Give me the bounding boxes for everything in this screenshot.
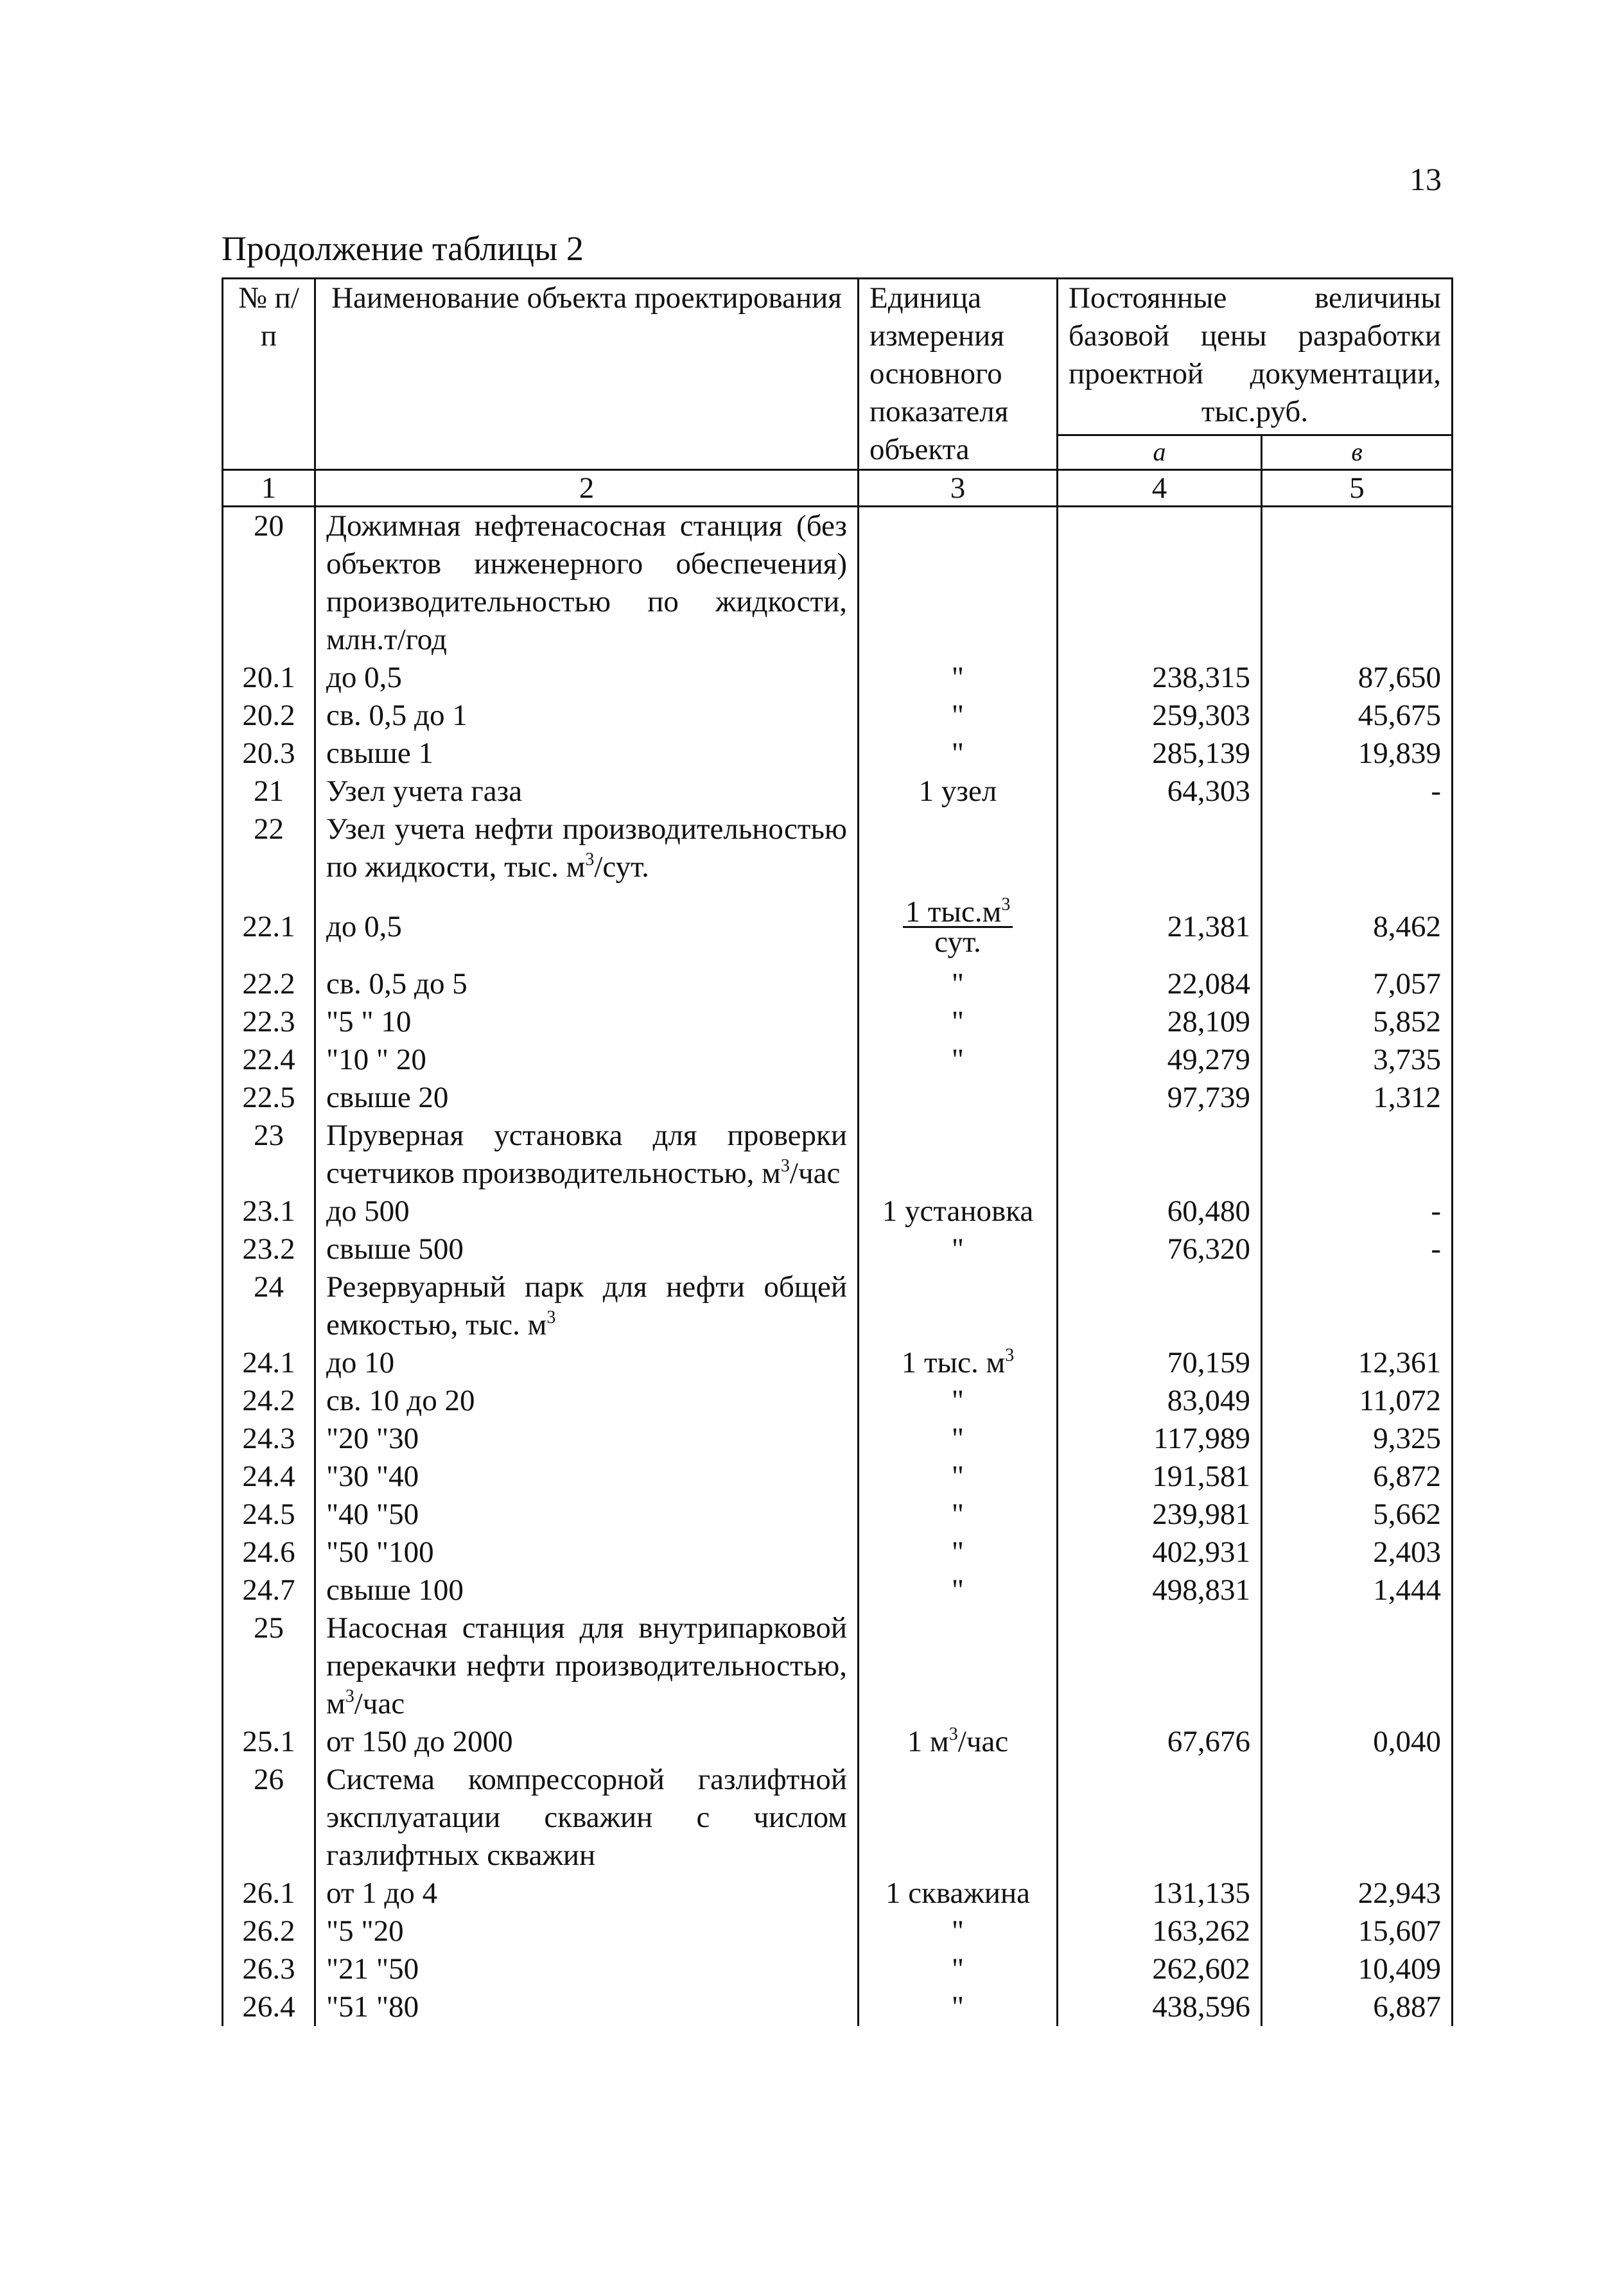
row-value-b	[1262, 1117, 1453, 1193]
row-unit-text: 1 скважина	[885, 1876, 1031, 1910]
row-number: 26.1	[223, 1875, 315, 1912]
row-number: 25.1	[223, 1723, 315, 1761]
column-number-5: 5	[1262, 470, 1453, 507]
row-value-a: 97,739	[1058, 1079, 1262, 1117]
row-number: 20.3	[223, 735, 315, 773]
table-row	[223, 1193, 1453, 1230]
row-number: 24.3	[223, 1420, 315, 1458]
row-value-b: 7,057	[1262, 965, 1453, 1003]
row-unit-text: "	[951, 737, 965, 770]
table-row	[223, 1003, 1453, 1041]
row-name-text: свыше 1	[326, 737, 433, 770]
unit-numerator	[903, 895, 1013, 929]
row-name-tail: /час	[789, 1157, 841, 1190]
row-unit-text: "	[951, 1498, 965, 1531]
row-object-name	[315, 1458, 859, 1496]
row-name-tail: /сут.	[594, 850, 649, 884]
table-row	[223, 773, 1453, 810]
row-object-name	[315, 773, 859, 810]
row-unit-text: 1 м	[907, 1725, 949, 1758]
row-unit	[859, 1344, 1058, 1382]
row-unit-text: 1 тыс. м	[901, 1346, 1006, 1379]
row-unit	[859, 1268, 1058, 1344]
row-value-b: 87,650	[1262, 659, 1453, 697]
table-row	[223, 1761, 1453, 1875]
row-unit	[859, 1079, 1058, 1117]
row-value-b	[1262, 1609, 1453, 1723]
row-name-superscript: 3	[780, 1156, 790, 1176]
table-row	[223, 886, 1453, 965]
table-row	[223, 1117, 1453, 1193]
row-name-text: "20 "30	[326, 1422, 419, 1455]
row-unit	[859, 1382, 1058, 1420]
row-name-text: "51 "80	[326, 1990, 419, 2024]
row-unit-text: "	[951, 1384, 965, 1417]
row-unit-text: "	[951, 699, 965, 732]
row-number: 22.1	[223, 886, 315, 965]
row-unit	[859, 1912, 1058, 1950]
row-name-text: "50 "100	[326, 1535, 434, 1569]
row-number: 22.3	[223, 1003, 315, 1041]
row-number: 20.1	[223, 659, 315, 697]
row-value-a: 402,931	[1058, 1534, 1262, 1571]
row-object-name	[315, 1193, 859, 1230]
row-name-text: "5 " 10	[326, 1005, 412, 1038]
table-row	[223, 965, 1453, 1003]
row-unit-text: "	[951, 1914, 965, 1948]
row-object-name	[315, 1079, 859, 1117]
table-row	[223, 1458, 1453, 1496]
row-number: 23.1	[223, 1193, 315, 1230]
row-value-b	[1262, 1761, 1453, 1875]
row-unit-text: "	[951, 1460, 965, 1493]
row-object-name	[315, 697, 859, 735]
row-value-b: 2,403	[1262, 1534, 1453, 1571]
row-value-a: 70,159	[1058, 1344, 1262, 1382]
table-row	[223, 1571, 1453, 1609]
row-value-a: 117,989	[1058, 1420, 1262, 1458]
row-value-a: 22,084	[1058, 965, 1262, 1003]
row-number: 24.1	[223, 1344, 315, 1382]
row-object-name	[315, 1609, 859, 1723]
table-row	[223, 1041, 1453, 1079]
row-value-a: 163,262	[1058, 1912, 1262, 1950]
row-unit-text: "	[951, 1573, 965, 1607]
row-unit	[859, 659, 1058, 697]
row-number: 24.6	[223, 1534, 315, 1571]
row-object-name	[315, 1496, 859, 1534]
header-unit: Единица измерения основного показателя объекта	[859, 279, 1058, 470]
row-number: 26.4	[223, 1988, 315, 2026]
row-unit	[859, 1571, 1058, 1609]
row-unit	[859, 1723, 1058, 1761]
table-row	[223, 1420, 1453, 1458]
row-object-name	[315, 1382, 859, 1420]
row-unit-text: 1 узел	[918, 774, 997, 808]
row-value-a: 131,135	[1058, 1875, 1262, 1912]
row-name-superscript: 3	[546, 1308, 556, 1327]
row-name-text: Система компрессорной газлифтной эксплуатации скважин с числом газлифтных скважин	[326, 1763, 847, 1872]
unit-numerator-superscript: 3	[1001, 895, 1011, 914]
row-value-a	[1058, 1609, 1262, 1723]
row-number: 22.4	[223, 1041, 315, 1079]
row-unit-text: 1 установка	[882, 1194, 1034, 1228]
row-object-name	[315, 659, 859, 697]
row-unit-text: "	[951, 1005, 965, 1038]
row-object-name	[315, 886, 859, 965]
row-number: 23	[223, 1117, 315, 1193]
row-name-text: Резервуарный парк для нефти общей емкостью, тыс. м	[326, 1270, 847, 1342]
row-number: 25	[223, 1609, 315, 1723]
row-name-text: "5 "20	[326, 1914, 404, 1948]
row-unit	[859, 1041, 1058, 1079]
row-name-text: от 150 до 2000	[326, 1725, 513, 1758]
row-value-a: 438,596	[1058, 1988, 1262, 2026]
row-value-a: 259,303	[1058, 697, 1262, 735]
row-unit	[859, 697, 1058, 735]
row-name-text: Пруверная установка для проверки счетчиков производительностью, м	[326, 1119, 847, 1190]
row-value-a	[1058, 1117, 1262, 1193]
row-value-a: 191,581	[1058, 1458, 1262, 1496]
row-number: 26	[223, 1761, 315, 1875]
row-number: 20	[223, 507, 315, 660]
row-unit-text: "	[951, 661, 965, 694]
row-name-text: до 0,5	[326, 910, 402, 943]
row-value-b: 0,040	[1262, 1723, 1453, 1761]
row-number: 26.2	[223, 1912, 315, 1950]
row-unit	[859, 1950, 1058, 1988]
column-number-1: 1	[223, 470, 315, 507]
row-number: 23.2	[223, 1230, 315, 1268]
row-object-name	[315, 965, 859, 1003]
table-row	[223, 1912, 1453, 1950]
row-unit	[859, 1534, 1058, 1571]
row-value-a	[1058, 1761, 1262, 1875]
row-object-name	[315, 1571, 859, 1609]
row-unit-superscript: 3	[1005, 1345, 1015, 1365]
row-unit-text: "	[951, 1422, 965, 1455]
row-unit	[859, 1117, 1058, 1193]
row-number: 22.2	[223, 965, 315, 1003]
row-value-b: 19,839	[1262, 735, 1453, 773]
row-unit	[859, 1420, 1058, 1458]
row-object-name	[315, 1230, 859, 1268]
header-base-price: Постоянные величины базовой цены разработки проектной документации, тыс.руб.	[1058, 279, 1453, 435]
row-value-b: 1,312	[1262, 1079, 1453, 1117]
row-value-b	[1262, 810, 1453, 886]
row-name-text: Дожимная нефтенасосная станция (без объектов инженерного обеспечения) производительностью по жидкости, млн.т/год	[326, 509, 847, 656]
row-number: 24.5	[223, 1496, 315, 1534]
row-name-text: св. 10 до 20	[326, 1384, 475, 1417]
row-number: 22	[223, 810, 315, 886]
row-value-a: 262,602	[1058, 1950, 1262, 1988]
row-value-b: 11,072	[1262, 1382, 1453, 1420]
table-row	[223, 1230, 1453, 1268]
row-unit-text: "	[951, 1232, 965, 1266]
row-name-text: Насосная станция для внутрипарковой перекачки нефти производительностью, м	[326, 1611, 847, 1720]
row-name-text: "30 "40	[326, 1460, 419, 1493]
table-row	[223, 1534, 1453, 1571]
table-row	[223, 697, 1453, 735]
row-value-b: 8,462	[1262, 886, 1453, 965]
row-value-a: 28,109	[1058, 1003, 1262, 1041]
row-unit-tail: /час	[957, 1725, 1009, 1758]
row-name-superscript: 3	[345, 1686, 354, 1706]
row-name-text: от 1 до 4	[326, 1876, 438, 1910]
row-value-a: 76,320	[1058, 1230, 1262, 1268]
row-object-name	[315, 1950, 859, 1988]
row-number: 21	[223, 773, 315, 810]
table-row	[223, 1609, 1453, 1723]
table-row	[223, 1496, 1453, 1534]
page-number: 13	[1410, 161, 1442, 197]
table-row	[223, 1950, 1453, 1988]
header-sub-a: а	[1058, 435, 1262, 469]
row-number: 24.7	[223, 1571, 315, 1609]
row-object-name	[315, 1912, 859, 1950]
header-number: № п/п	[223, 279, 315, 470]
row-value-b: 6,887	[1262, 1988, 1453, 2026]
table-header	[223, 279, 1453, 507]
column-number-3: 3	[859, 470, 1058, 507]
table-row	[223, 1723, 1453, 1761]
row-unit-text: "	[951, 1043, 965, 1076]
row-object-name	[315, 1041, 859, 1079]
row-value-b: 1,444	[1262, 1571, 1453, 1609]
row-object-name	[315, 1988, 859, 2026]
row-unit	[859, 1458, 1058, 1496]
row-unit	[859, 1496, 1058, 1534]
row-value-a: 64,303	[1058, 773, 1262, 810]
table-caption: Продолжение таблицы 2	[222, 229, 584, 268]
row-number: 22.5	[223, 1079, 315, 1117]
table-row	[223, 810, 1453, 886]
row-object-name	[315, 1761, 859, 1875]
row-unit	[859, 965, 1058, 1003]
column-number-4: 4	[1058, 470, 1262, 507]
row-name-text: "21 "50	[326, 1952, 419, 1986]
row-number: 26.3	[223, 1950, 315, 1988]
row-object-name	[315, 1003, 859, 1041]
row-value-b: 5,662	[1262, 1496, 1453, 1534]
row-value-b: -	[1262, 1230, 1453, 1268]
row-unit	[859, 773, 1058, 810]
row-object-name	[315, 1723, 859, 1761]
table-row	[223, 1988, 1453, 2026]
row-object-name	[315, 1268, 859, 1344]
header-sub-b: в	[1262, 435, 1453, 469]
row-value-a: 21,381	[1058, 886, 1262, 965]
table-row	[223, 507, 1453, 660]
row-name-text: "40 "50	[326, 1498, 419, 1531]
row-name-text: до 0,5	[326, 661, 402, 694]
row-object-name	[315, 507, 859, 660]
row-value-b: 15,607	[1262, 1912, 1453, 1950]
row-value-a: 285,139	[1058, 735, 1262, 773]
row-unit-text: "	[951, 1990, 965, 2024]
row-name-tail: /час	[354, 1687, 405, 1720]
row-object-name	[315, 1117, 859, 1193]
row-unit-text: "	[951, 1535, 965, 1569]
table-row	[223, 1344, 1453, 1382]
row-value-b: -	[1262, 1193, 1453, 1230]
row-value-a: 238,315	[1058, 659, 1262, 697]
row-object-name	[315, 1344, 859, 1382]
row-value-b	[1262, 507, 1453, 660]
row-object-name	[315, 735, 859, 773]
row-number: 24	[223, 1268, 315, 1344]
row-name-text: св. 0,5 до 1	[326, 699, 467, 732]
row-unit	[859, 886, 1058, 965]
row-number: 20.2	[223, 697, 315, 735]
row-name-text: до 10	[326, 1346, 395, 1379]
row-value-b: 6,872	[1262, 1458, 1453, 1496]
row-unit	[859, 1193, 1058, 1230]
unit-denominator: сут.	[934, 925, 981, 959]
row-value-a: 67,676	[1058, 1723, 1262, 1761]
row-object-name	[315, 1420, 859, 1458]
row-value-b	[1262, 1268, 1453, 1344]
row-name-text: Узел учета газа	[326, 774, 523, 808]
row-value-a	[1058, 1268, 1262, 1344]
table-row	[223, 1875, 1453, 1912]
row-value-a: 83,049	[1058, 1382, 1262, 1420]
row-name-text: до 500	[326, 1194, 410, 1228]
row-object-name	[315, 1875, 859, 1912]
row-unit-superscript: 3	[948, 1724, 958, 1744]
row-value-b: 9,325	[1262, 1420, 1453, 1458]
table-body	[223, 507, 1453, 2027]
row-unit-text: "	[951, 967, 965, 1001]
row-unit	[859, 1003, 1058, 1041]
row-name-superscript: 3	[585, 850, 595, 870]
row-unit	[859, 1988, 1058, 2026]
row-value-a: 239,981	[1058, 1496, 1262, 1534]
price-table	[222, 277, 1453, 2026]
table-row	[223, 1268, 1453, 1344]
row-unit	[859, 507, 1058, 660]
table-row	[223, 1382, 1453, 1420]
row-value-b: -	[1262, 773, 1453, 810]
row-number: 24.4	[223, 1458, 315, 1496]
table-row	[223, 1079, 1453, 1117]
row-unit	[859, 810, 1058, 886]
row-value-a: 498,831	[1058, 1571, 1262, 1609]
table-row	[223, 659, 1453, 697]
row-name-text: Узел учета нефти производительностью по жидкости, тыс. м	[326, 812, 847, 884]
column-number-2: 2	[315, 470, 859, 507]
row-unit	[859, 1875, 1058, 1912]
row-value-a	[1058, 507, 1262, 660]
row-name-text: свыше 20	[326, 1081, 449, 1114]
row-name-text: свыше 100	[326, 1573, 464, 1607]
row-unit	[859, 1230, 1058, 1268]
row-value-b: 12,361	[1262, 1344, 1453, 1382]
row-unit-text: "	[951, 1952, 965, 1986]
row-unit	[859, 1609, 1058, 1723]
row-unit	[859, 1761, 1058, 1875]
row-value-a: 49,279	[1058, 1041, 1262, 1079]
row-value-b: 5,852	[1262, 1003, 1453, 1041]
row-value-b: 22,943	[1262, 1875, 1453, 1912]
row-value-b: 3,735	[1262, 1041, 1453, 1079]
row-number: 24.2	[223, 1382, 315, 1420]
row-name-text: "10 " 20	[326, 1043, 426, 1076]
row-value-b: 45,675	[1262, 697, 1453, 735]
row-object-name	[315, 810, 859, 886]
row-unit	[859, 735, 1058, 773]
row-name-text: свыше 500	[326, 1232, 464, 1266]
row-object-name	[315, 1534, 859, 1571]
unit-numerator-text: 1 тыс.м	[905, 895, 1002, 929]
row-value-b: 10,409	[1262, 1950, 1453, 1988]
row-name-text: св. 0,5 до 5	[326, 967, 467, 1001]
header-object-name: Наименование объекта проектирования	[315, 279, 859, 470]
unit-fraction	[903, 895, 1013, 959]
row-value-a	[1058, 810, 1262, 886]
row-value-a: 60,480	[1058, 1193, 1262, 1230]
table-row	[223, 735, 1453, 773]
